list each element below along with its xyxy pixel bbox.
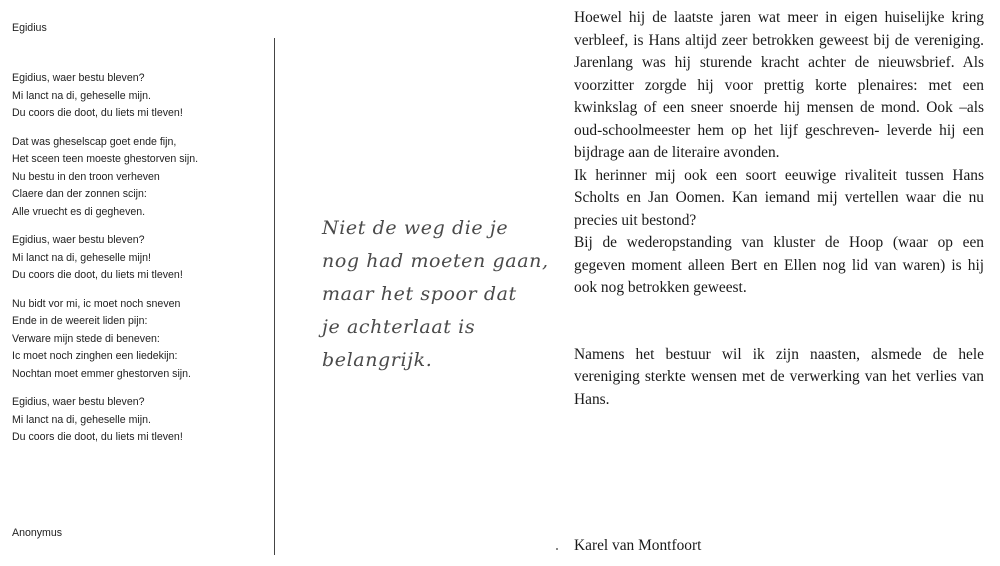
poem-line: Egidius, waer bestu bleven?	[12, 396, 145, 408]
poem-line: Ic moet noch zinghen een liedekijn:	[12, 350, 178, 362]
poem-line: Nu bidt vor mi, ic moet noch sneven	[12, 297, 181, 310]
poem-line: Du coors die doot, du liets mi tleven!	[12, 107, 183, 119]
quote-line: maar het spoor dat	[322, 283, 517, 305]
article-signature: Karel van Montfoort	[574, 537, 702, 554]
poem-line: Nochtan moet emmer ghestorven sijn.	[12, 367, 191, 380]
poem-line: Alle vruecht es di gegheven.	[12, 205, 146, 218]
poem-line: Ende in de weereit liden pijn:	[12, 315, 148, 327]
poem-line: Du coors die doot, du liets mi tleven!	[12, 269, 183, 281]
article-paragraph: Ik herinner mij ook een soort eeuwige rivaliteit tussen Hans Scholts en Jan Oomen. Kan iemand mij vertellen waar die nu precies uit bestond?	[574, 166, 984, 229]
poem-line: Egidius, waer bestu bleven?	[12, 72, 145, 84]
poem-line: Mi lanct na di, geheselle mijn.	[12, 413, 151, 426]
memorial-quote	[322, 212, 552, 377]
poem-stanzas	[12, 70, 198, 458]
poem-line: Dat was gheselscap goet ende fijn,	[12, 135, 177, 148]
quote-line: nog had moeten gaan,	[322, 250, 549, 272]
poem-stanza	[12, 296, 198, 384]
quote-line: Niet de weg die je	[322, 217, 509, 239]
poem-line: Mi lanct na di, geheselle mijn!	[12, 251, 151, 264]
poem-line: Du coors die doot, du liets mi tleven!	[12, 431, 183, 443]
poem-title: Egidius	[12, 22, 47, 34]
poem-line: Claere dan der zonnen scijn:	[12, 188, 147, 200]
poem-column	[12, 0, 274, 566]
decorative-dot	[556, 548, 558, 550]
article-paragraph: Hoewel hij de laatste jaren wat meer in eigen huiselijke kring verbleef, is Hans altijd zeer betrokken geweest bij de vereniging. Jarenlang was hij sturende kracht achter de nieuwsbrief. Als voorzitter zorgde hij voor prettig korte plenaires: met een kwinkslag of een sneer snoerde hij mensen de mond. Ook –als oud-schoolmeester hem op het lijf geschreven- leverde hij een bijdrage aan de literaire avonden.	[574, 9, 984, 161]
article-paragraph: Bij de wederopstanding van kluster de Hoop (waar op een gegeven moment alleen Bert en Ellen nog lid van waren) is hij ook nog betrokken geweest.	[574, 234, 984, 296]
column-divider	[274, 38, 275, 555]
poem-author: Anonymus	[12, 527, 63, 539]
article-paragraph: Namens het bestuur wil ik zijn naasten, alsmede de hele vereniging sterkte wensen met de verwerking van het verlies van Hans.	[574, 345, 984, 408]
poem-stanza	[12, 134, 198, 222]
poem-stanza	[12, 70, 198, 123]
poem-stanza	[12, 394, 198, 447]
memorial-article	[574, 7, 984, 411]
quote-line: belangrijk.	[322, 349, 433, 371]
quote-line: je achterlaat is	[322, 316, 476, 338]
poem-stanza	[12, 232, 198, 285]
poem-line: Nu bestu in den troon verheven	[12, 170, 160, 183]
poem-line: Mi lanct na di, geheselle mijn.	[12, 89, 151, 102]
poem-line: Egidius, waer bestu bleven?	[12, 234, 145, 246]
poem-line: Het sceen teen moeste ghestorven sijn.	[12, 153, 199, 165]
poem-line: Verware mijn stede di beneven:	[12, 332, 160, 345]
